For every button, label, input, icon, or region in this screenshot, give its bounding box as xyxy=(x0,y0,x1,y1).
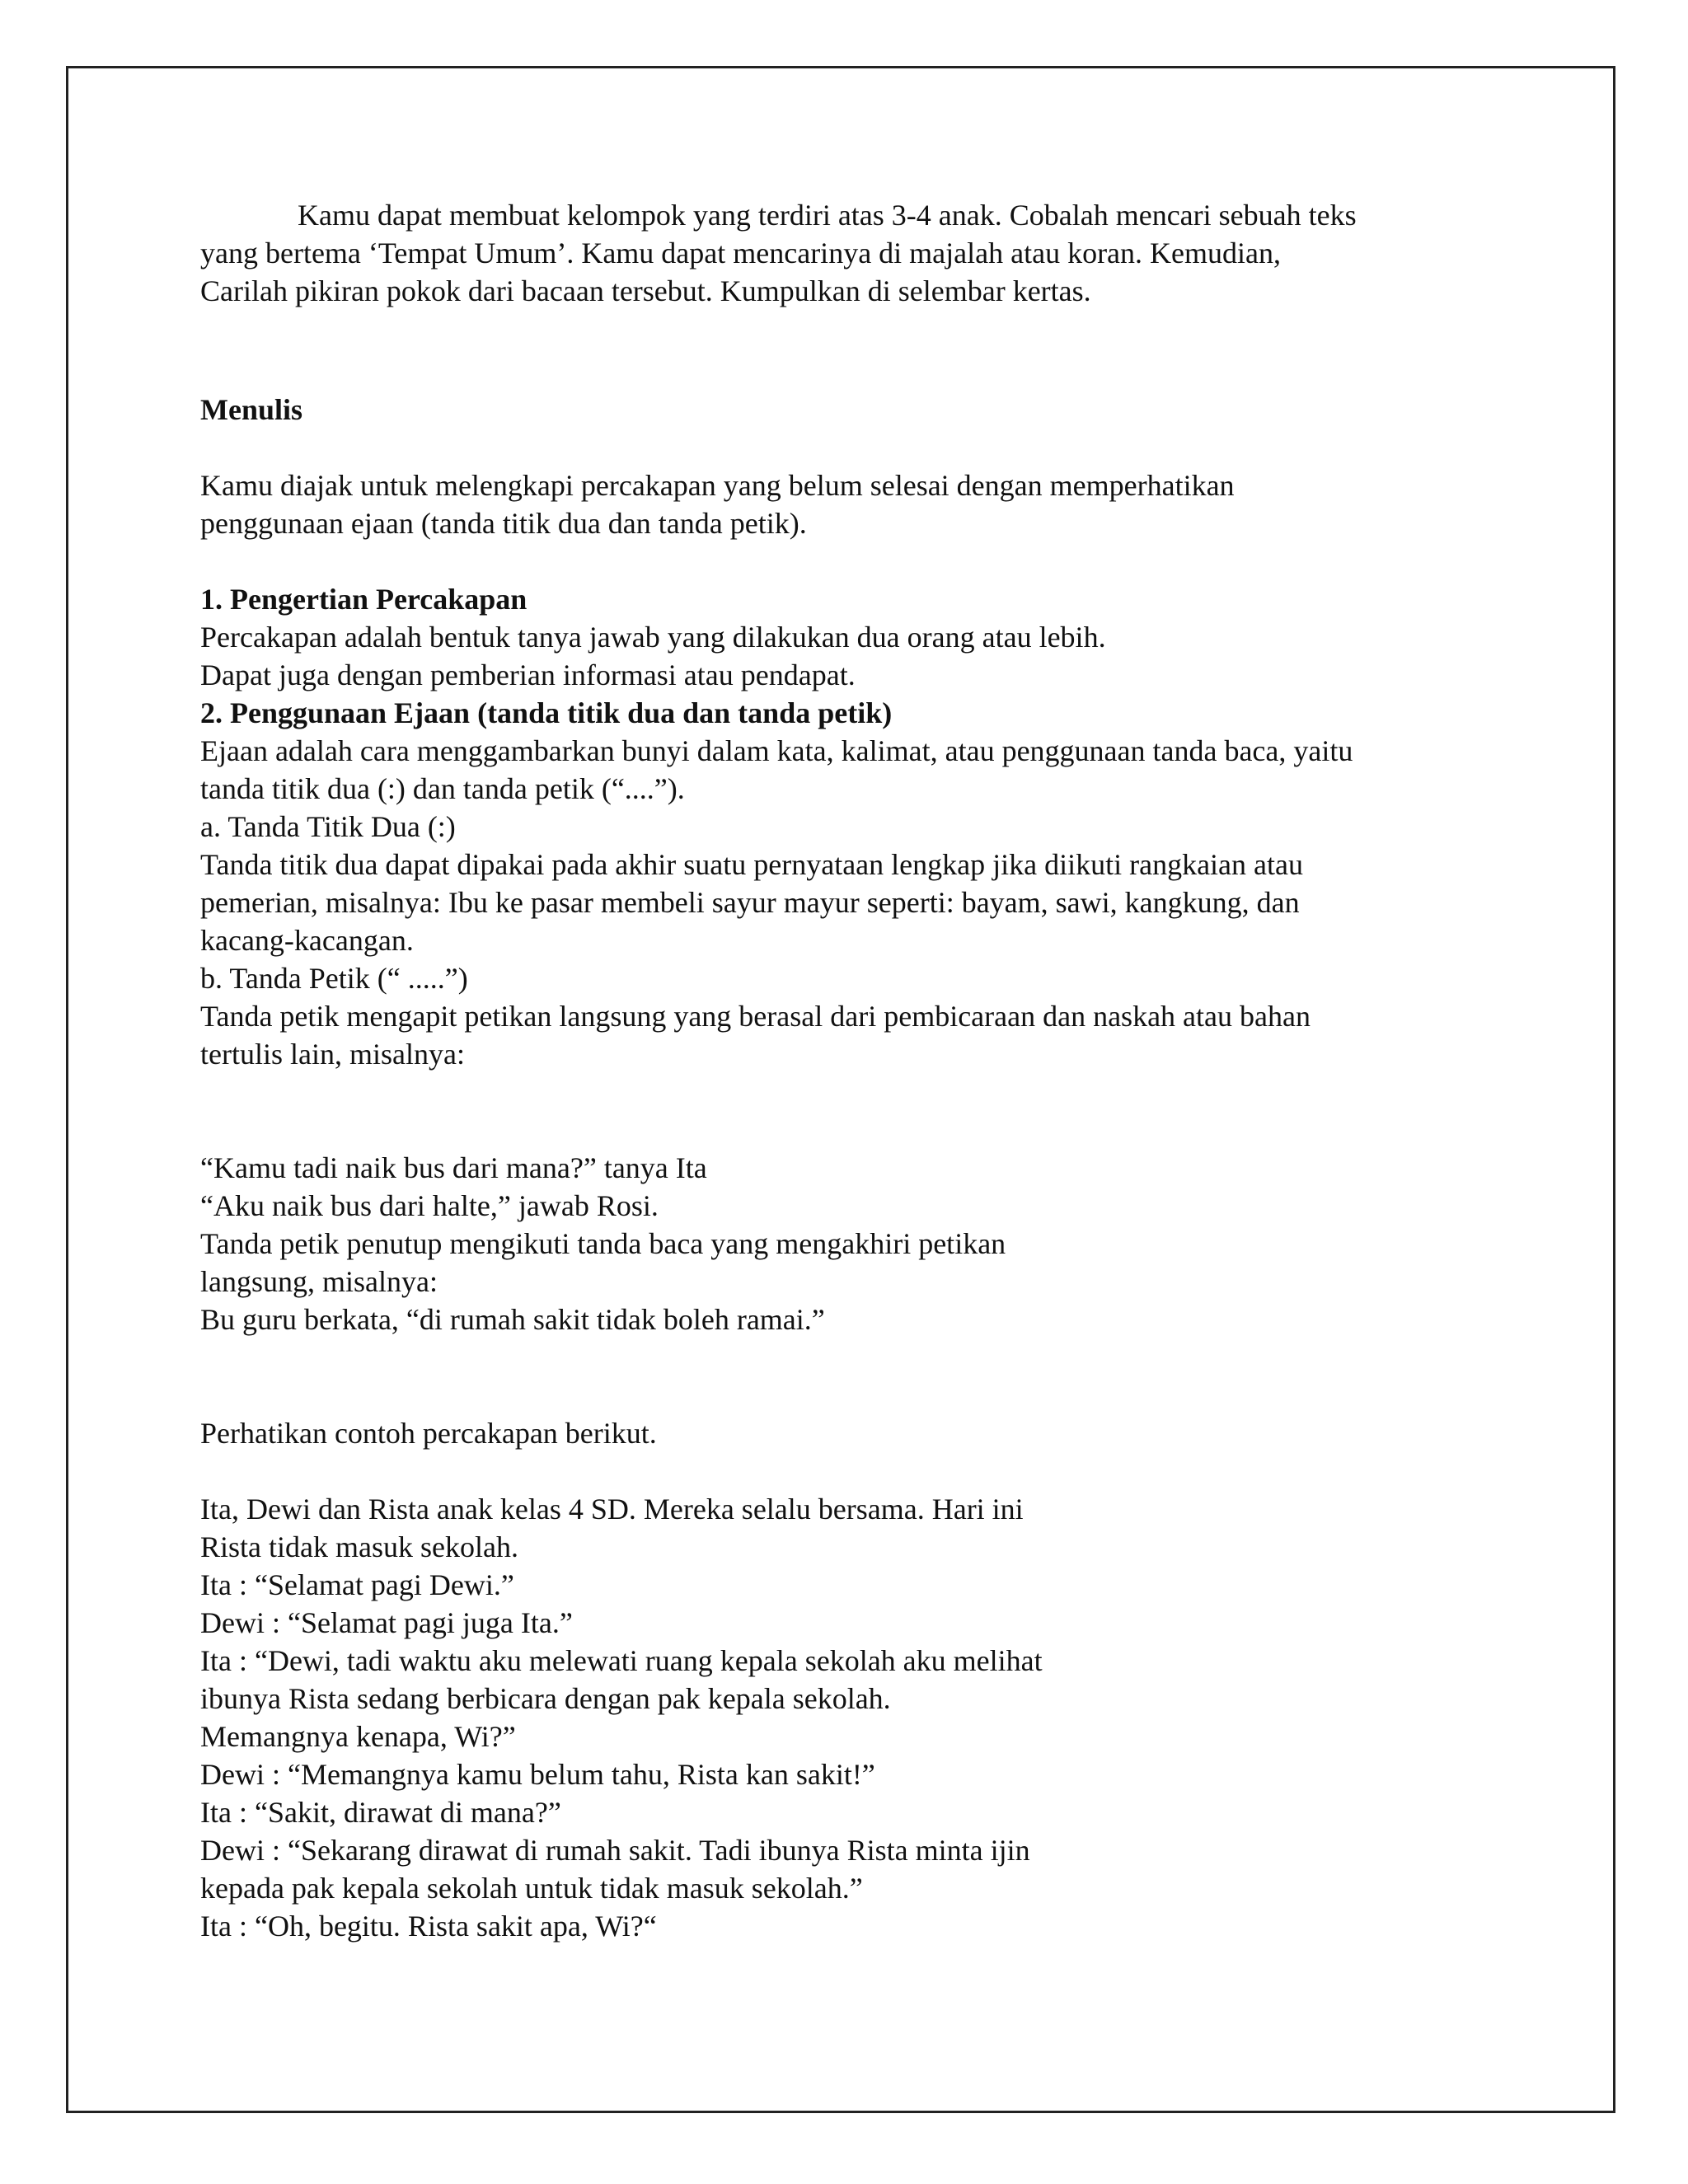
ejaan-line: Tanda petik mengapit petikan langsung yang berasal dari pembicaraan dan naskah atau bahan xyxy=(200,1000,1311,1033)
heading-penggunaan-ejaan: 2. Penggunaan Ejaan (tanda titik dua dan tanda petik) xyxy=(200,696,893,729)
dialog-line: Memangnya kenapa, Wi?” xyxy=(200,1720,516,1753)
dialog-line: Ita, Dewi dan Rista anak kelas 4 SD. Mereka selalu bersama. Hari ini xyxy=(200,1493,1024,1526)
dialog-line: Rista tidak masuk sekolah. xyxy=(200,1530,518,1563)
dialog-line: Ita : “Selamat pagi Dewi.” xyxy=(200,1568,514,1601)
subheading-titik-dua: a. Tanda Titik Dua (:) xyxy=(200,810,456,843)
heading-pengertian: 1. Pengertian Percakapan xyxy=(200,583,528,616)
dialog-line: Dewi : “Selamat pagi juga Ita.” xyxy=(200,1606,573,1639)
contoh-line: langsung, misalnya: xyxy=(200,1265,438,1298)
dialog-line: Ita : “Oh, begitu. Rista sakit apa, Wi?“ xyxy=(200,1910,657,1943)
ejaan-line: Ejaan adalah cara menggambarkan bunyi dalam kata, kalimat, atau penggunaan tanda baca, yaitu xyxy=(200,734,1353,767)
pengertian-line: Percakapan adalah bentuk tanya jawab yang dilakukan dua orang atau lebih. xyxy=(200,621,1106,654)
instruction-paragraph xyxy=(200,466,1486,542)
section-title: Menulis xyxy=(200,393,303,426)
contoh-line: Bu guru berkata, “di rumah sakit tidak boleh ramai.” xyxy=(200,1303,825,1336)
ejaan-line: tanda titik dua (:) dan tanda petik (“....”). xyxy=(200,772,685,805)
intro-paragraph xyxy=(200,196,1486,310)
document-body xyxy=(200,196,1486,1945)
ejaan-line: Tanda titik dua dapat dipakai pada akhir suatu pernyataan lengkap jika diikuti rangkaian atau xyxy=(200,848,1303,881)
intro-line: yang bertema ‘Tempat Umum’. Kamu dapat mencarinya di majalah atau koran. Kemudian, xyxy=(200,237,1281,269)
pengertian-line: Dapat juga dengan pemberian informasi atau pendapat. xyxy=(200,658,856,691)
contoh-paragraph xyxy=(200,1149,1486,1338)
ejaan-line: kacang-kacangan. xyxy=(200,924,414,957)
ejaan-line: pemerian, misalnya: Ibu ke pasar membeli sayur mayur seperti: bayam, sawi, kangkung, dan xyxy=(200,886,1300,919)
dialog-line: Ita : “Dewi, tadi waktu aku melewati ruang kepala sekolah aku melihat xyxy=(200,1644,1043,1677)
dialog-line: kepada pak kepala sekolah untuk tidak masuk sekolah.” xyxy=(200,1872,863,1905)
intro-line: Kamu dapat membuat kelompok yang terdiri atas 3-4 anak. Cobalah mencari sebuah teks xyxy=(298,199,1357,232)
instruction-line: penggunaan ejaan (tanda titik dua dan tanda petik). xyxy=(200,507,807,540)
contoh-line: Tanda petik penutup mengikuti tanda baca yang mengakhiri petikan xyxy=(200,1227,1006,1260)
instruction-line: Kamu diajak untuk melengkapi percakapan yang belum selesai dengan memperhatikan xyxy=(200,469,1235,502)
dialog-line: ibunya Rista sedang berbicara dengan pak kepala sekolah. xyxy=(200,1682,891,1715)
dialog-line: Dewi : “Sekarang dirawat di rumah sakit. Tadi ibunya Rista minta ijin xyxy=(200,1834,1030,1867)
contoh-line: “Kamu tadi naik bus dari mana?” tanya Ita xyxy=(200,1151,707,1184)
dialog-line: Dewi : “Memangnya kamu belum tahu, Rista kan sakit!” xyxy=(200,1758,875,1791)
intro-line: Carilah pikiran pokok dari bacaan tersebut. Kumpulkan di selembar kertas. xyxy=(200,274,1091,307)
perhatikan-line: Perhatikan contoh percakapan berikut. xyxy=(200,1417,657,1450)
contoh-line: “Aku naik bus dari halte,” jawab Rosi. xyxy=(200,1189,659,1222)
ejaan-line: tertulis lain, misalnya: xyxy=(200,1038,465,1071)
dialog-line: Ita : “Sakit, dirawat di mana?” xyxy=(200,1796,561,1829)
subheading-tanda-petik: b. Tanda Petik (“ .....”) xyxy=(200,962,468,995)
dialog-paragraph xyxy=(200,1490,1486,1945)
pengertian-paragraph xyxy=(200,618,1486,694)
ejaan-paragraph xyxy=(200,732,1486,1073)
